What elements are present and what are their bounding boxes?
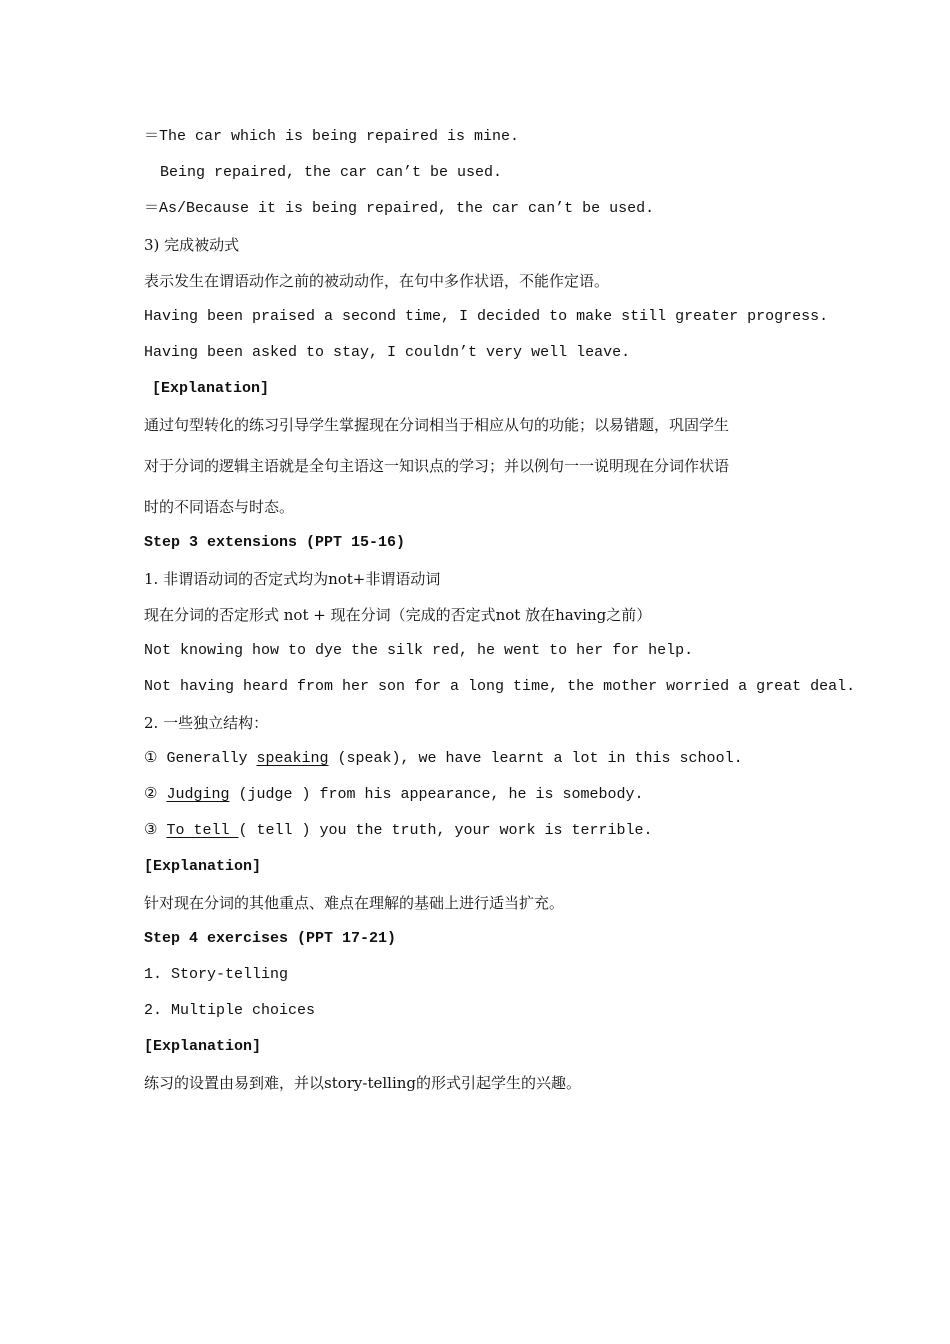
paragraph: 针对现在分词的其他重点、难点在理解的基础上进行适当扩充。 xyxy=(144,894,565,912)
example-sentence: Having been asked to stay, I couldn’t very well leave. xyxy=(144,344,631,361)
structure-item xyxy=(144,782,824,818)
structure-item xyxy=(144,746,824,782)
paragraph: 对于分词的逻辑主语就是全句主语这一知识点的学习；并以例句一一说明现在分词作状语 xyxy=(144,457,730,475)
example-sentence: Having been praised a second time, I decided to make still greater progress. xyxy=(144,308,829,325)
circled-number: ③ xyxy=(144,822,158,839)
list-item: 2. 一些独立结构： xyxy=(144,714,269,732)
answer-blank: speaking xyxy=(256,750,329,767)
paragraph: 练习的设置由易到难，并以story-telling的形式引起学生的兴趣。 xyxy=(144,1074,582,1092)
paragraph: 通过句型转化的练习引导学生掌握现在分词相当于相应从句的功能；以易错题，巩固学生 xyxy=(144,416,730,434)
example-sentence: ＝The car which is being repaired is mine. xyxy=(144,128,520,145)
explanation-heading: [Explanation] xyxy=(152,380,270,397)
example-sentence: Being repaired, the car can’t be used. xyxy=(160,164,503,181)
example-sentence: Not having heard from her son for a long time, the mother worried a great deal. xyxy=(144,678,856,695)
list-item: 1. Story-telling xyxy=(144,966,289,983)
document-body xyxy=(144,124,856,1106)
example-sentence: ＝As/Because it is being repaired, the car can’t be used. xyxy=(144,200,655,217)
example-sentence: Not knowing how to dye the silk red, he went to her for help. xyxy=(144,642,694,659)
explanation-heading: [Explanation] xyxy=(144,1038,262,1055)
sentence-part: (judge ) from his appearance, he is somebody. xyxy=(229,786,644,803)
circled-number: ① xyxy=(144,750,158,767)
explanation-heading: [Explanation] xyxy=(144,858,262,875)
paragraph: 时的不同语态与时态。 xyxy=(144,498,295,516)
section-heading: 3) 完成被动式 xyxy=(144,236,240,254)
paragraph: 现在分词的否定形式 not + 现在分词（完成的否定式not 放在having之前） xyxy=(144,606,652,624)
step-heading: Step 3 extensions (PPT 15-16) xyxy=(144,534,406,551)
sentence-part: (speak), we have learnt a lot in this school. xyxy=(328,750,743,767)
answer-blank: Judging xyxy=(166,786,230,803)
structure-item xyxy=(144,818,824,854)
circled-number: ② xyxy=(144,786,158,803)
step-heading: Step 4 exercises (PPT 17-21) xyxy=(144,930,397,947)
answer-blank: To tell xyxy=(166,822,239,839)
paragraph: 表示发生在谓语动作之前的被动动作，在句中多作状语，不能作定语。 xyxy=(144,272,610,290)
sentence-part: Generally xyxy=(157,750,257,767)
list-item: 2. Multiple choices xyxy=(144,1002,316,1019)
list-item: 1. 非谓语动词的否定式均为not+非谓语动词 xyxy=(144,570,441,588)
sentence-part: ( tell ) you the truth, your work is terrible. xyxy=(238,822,653,839)
